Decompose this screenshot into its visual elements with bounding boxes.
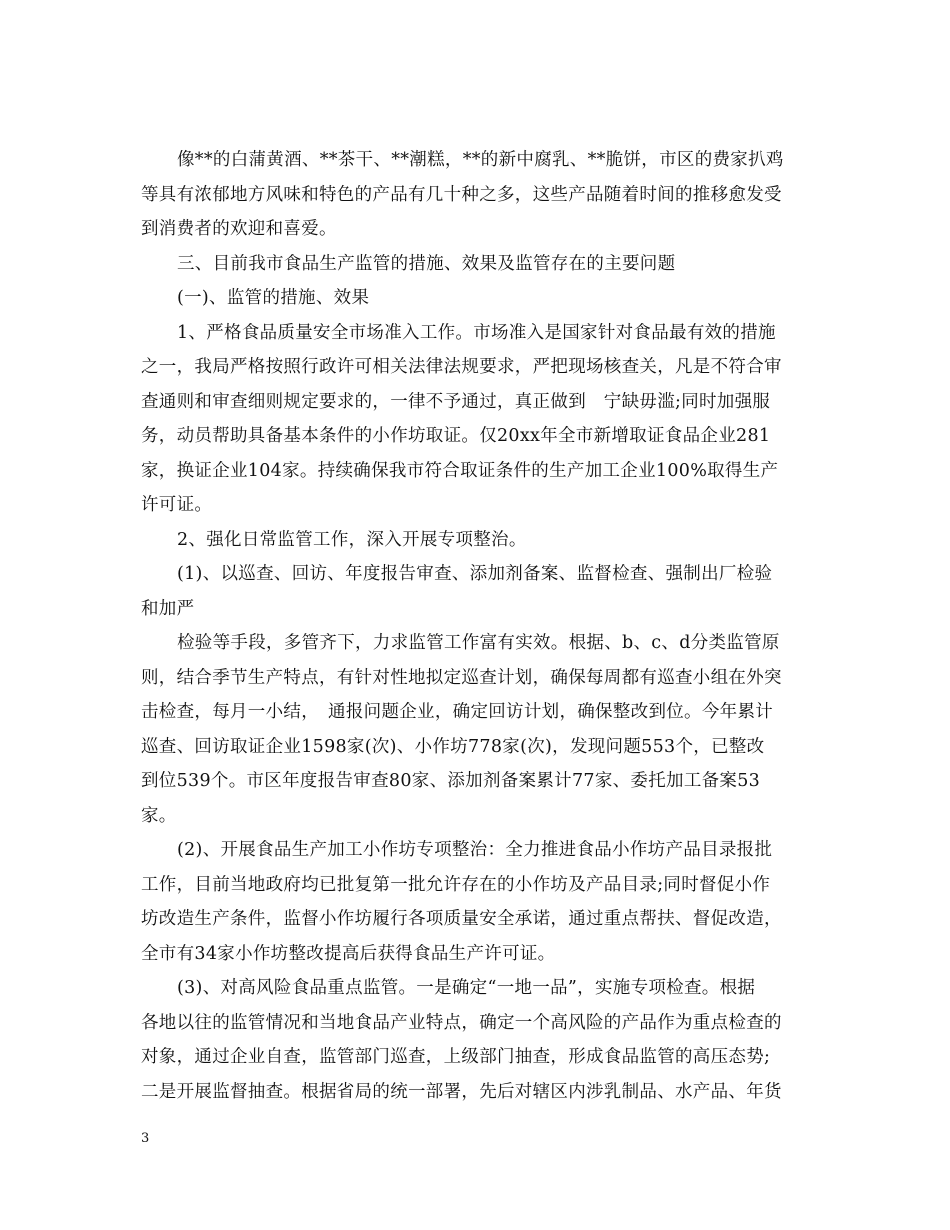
page-number: 3: [141, 1131, 150, 1146]
text-line: 等具有浓郁地方风味和特色的产品有几十种之多，这些产品随着时间的推移愈发受: [141, 184, 782, 205]
text-line: 二是开展监督抽查。根据省局的统一部署，先后对辖区内涉乳制品、水产品、年货: [141, 1081, 782, 1102]
text-line: 则，结合季节生产特点，有针对性地拟定巡查计划，确保每周都有巡查小组在外突: [141, 667, 782, 688]
text-line: 家。: [141, 805, 177, 826]
text-line: 像**的白蒲黄酒、**茶干、**潮糕，**的新中腐乳、**脆饼，市区的费家扒鸡: [177, 150, 784, 170]
text-line: 工作，目前当地政府均已批复第一批允许存在的小作坊及产品目录;同时督促小作: [141, 874, 771, 895]
text-line: (1)、以巡查、回访、年度报告审查、添加剂备案、监督检查、强制出厂检验: [177, 564, 773, 584]
text-line: (一)、监管的措施、效果: [177, 288, 370, 308]
text-line: 到位539个。市区年度报告审查80家、添加剂备案累计77家、委托加工备案53: [141, 771, 761, 791]
text-line: 和加严: [141, 598, 195, 619]
text-line: 2、强化日常监管工作，深入开展专项整治。: [177, 529, 527, 550]
text-line: 三、目前我市食品生产监管的措施、效果及监管存在的主要问题: [177, 253, 676, 274]
text-line: 家，换证企业104家。持续确保我市符合取证条件的生产加工企业100%取得生产: [141, 460, 779, 481]
text-line: 巡查、回访取证企业1598家(次)、小作坊778家(次)，发现问题553个，已整改: [141, 736, 765, 757]
text-line: 许可证。: [141, 495, 213, 515]
text-line: (2)、开展食品生产加工小作坊专项整治：全力推进食品小作坊产品目录报批: [177, 840, 773, 860]
text-line: 到消费者的欢迎和喜爱。: [141, 219, 337, 239]
text-line: 检验等手段，多管齐下，力求监管工作富有实效。根据、b、c、d分类监管原: [177, 633, 780, 653]
text-line: 坊改造生产条件，监督小作坊履行各项质量安全承诺，通过重点帮扶、督促改造，: [141, 909, 782, 929]
text-line: 对象，通过企业自查，监管部门巡查，上级部门抽查，形成食品监管的高压态势;: [141, 1047, 771, 1067]
text-line: 查通则和审查细则规定要求的，一律不予通过，真正做到 宁缺毋滥;同时加强服: [141, 391, 771, 412]
text-line: 全市有34家小作坊整改提高后获得食品生产许可证。: [141, 943, 556, 964]
text-line: 各地以往的监管情况和当地食品产业特点，确定一个高风险的产品作为重点检查的: [141, 1012, 782, 1033]
text-line: (3)、对高风险食品重点监管。一是确定“一地一品”，实施专项检查。根据: [177, 978, 756, 998]
document-body: [141, 143, 813, 1109]
text-line: 击检查，每月一小结， 通报问题企业，确定回访计划，确保整改到位。今年累计: [141, 702, 774, 722]
text-line: 务，动员帮助具备基本条件的小作坊取证。仅20xx年全市新增取证食品企业281: [141, 426, 771, 446]
text-line: 1、严格食品质量安全市场准入工作。市场准入是国家针对食品最有效的措施: [177, 322, 776, 343]
text-line: 之一，我局严格按照行政许可相关法律法规要求，严把现场核查关，凡是不符合审: [141, 357, 782, 377]
